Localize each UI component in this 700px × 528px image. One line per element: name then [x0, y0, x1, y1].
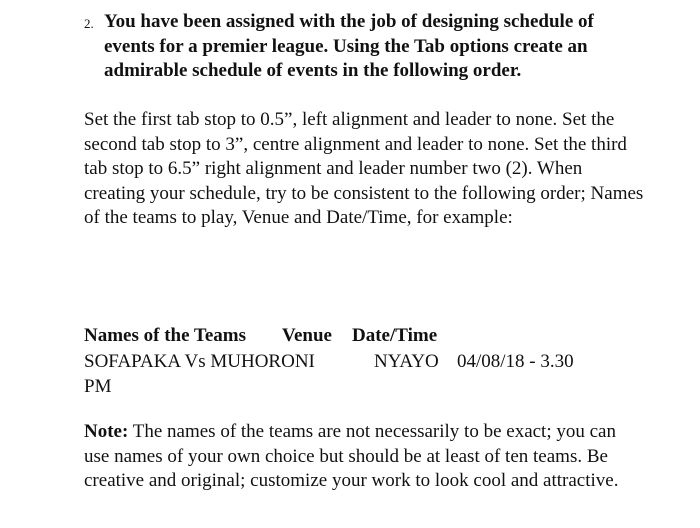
example-teams: SOFAPAKA Vs MUHORONI [84, 351, 315, 372]
header-datetime: Date/Time [352, 325, 438, 346]
example-header-row [84, 325, 644, 349]
question-title: You have been assigned with the job of designing schedule of events for a premier league. Using the Tab options create an admirable schedule of events in the following order. [104, 11, 594, 81]
note-text: The names of the teams are not necessarily to be exact; you can use names of your own choice but should be at least of ten teams. Be creative and original; customize your work to look cool and attractive. [84, 421, 619, 491]
header-venue: Venue [282, 325, 332, 346]
example-datetime-continued: PM [84, 375, 112, 397]
instructions-paragraph: Set the first tab stop to 0.5”, left alignment and leader to none. Set the second tab stop to 3”, centre alignment and leader to none. Set the third tab stop to 6.5” right alignment and leader number two (2). When creating your schedule, try to be consistent to the following order; Names of the teams to play, Venue and Date/Time, for example: [84, 109, 644, 228]
example-datetime: 04/08/18 - 3.30 [457, 351, 574, 372]
header-teams: Names of the Teams [84, 325, 247, 346]
example-venue: NYAYO [374, 351, 439, 372]
example-schedule-row [84, 350, 644, 399]
note-label: Note: [84, 421, 129, 442]
question-number: 2. [84, 16, 94, 31]
note-paragraph [84, 420, 629, 494]
